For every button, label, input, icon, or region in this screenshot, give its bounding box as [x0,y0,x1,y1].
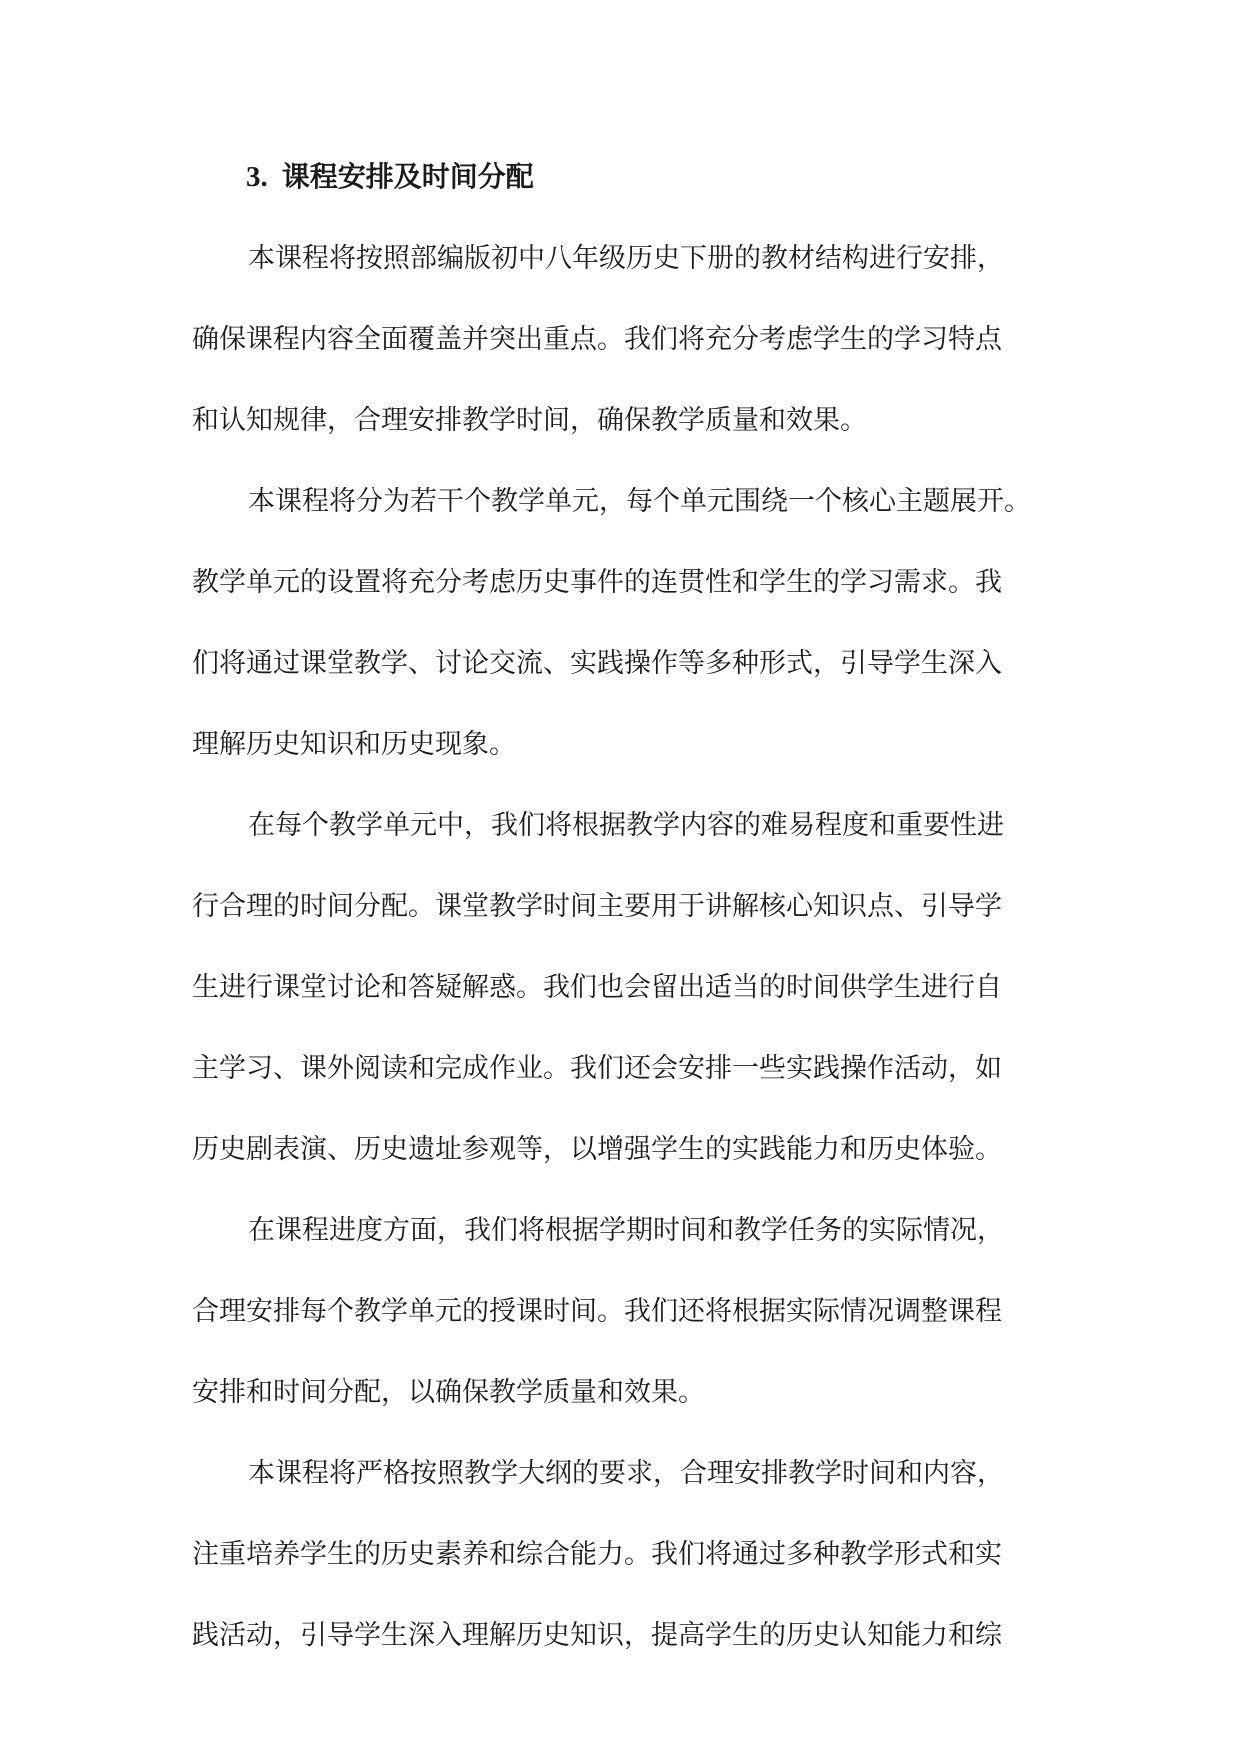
paragraph-line: 行合理的时间分配。课堂教学时间主要用于讲解核心知识点、引导学 [192,891,1002,922]
section-number: 3. [246,161,268,193]
paragraph-line: 本课程将分为若干个教学单元，每个单元围绕一个核心主题展开。 [248,486,1031,517]
paragraph-line: 合理安排每个教学单元的授课时间。我们还将根据实际情况调整课程 [192,1296,1002,1327]
section-heading [192,145,1058,208]
paragraph-line: 教学单元的设置将充分考虑历史事件的连贯性和学生的学习需求。我 [192,567,1002,598]
paragraph-line: 理解历史知识和历史现象。 [192,729,516,760]
paragraph-line: 在每个教学单元中，我们将根据教学内容的难易程度和重要性进 [248,810,1004,841]
paragraph-1 [192,218,1058,461]
paragraph-2 [192,461,1058,785]
paragraph-line: 注重培养学生的历史素养和综合能力。我们将通过多种教学形式和实 [192,1539,1002,1570]
paragraph-3 [192,785,1058,1190]
section-title: 课程安排及时间分配 [281,160,534,193]
paragraph-line: 在课程进度方面，我们将根据学期时间和教学任务的实际情况， [248,1215,1004,1246]
paragraph-line: 确保课程内容全面覆盖并突出重点。我们将充分考虑学生的学习特点 [192,324,1002,355]
document-body [192,145,1058,1676]
paragraph-4 [192,1190,1058,1433]
paragraph-line: 们将通过课堂教学、讨论交流、实践操作等多种形式，引导学生深入 [192,648,1002,679]
paragraph-line: 本课程将按照部编版初中八年级历史下册的教材结构进行安排， [248,243,1004,274]
paragraph-line: 本课程将严格按照教学大纲的要求，合理安排教学时间和内容， [248,1458,1004,1489]
paragraph-line: 主学习、课外阅读和完成作业。我们还会安排一些实践操作活动，如 [192,1053,1002,1084]
paragraph-line: 生进行课堂讨论和答疑解惑。我们也会留出适当的时间供学生进行自 [192,972,1002,1003]
paragraph-line: 和认知规律，合理安排教学时间，确保教学质量和效果。 [192,405,867,436]
paragraph-line: 历史剧表演、历史遗址参观等，以增强学生的实践能力和历史体验。 [192,1134,1002,1165]
paragraph-line: 安排和时间分配，以确保教学质量和效果。 [192,1377,705,1408]
paragraph-line: 践活动，引导学生深入理解历史知识，提高学生的历史认知能力和综 [192,1620,1002,1651]
paragraph-5 [192,1433,1058,1676]
